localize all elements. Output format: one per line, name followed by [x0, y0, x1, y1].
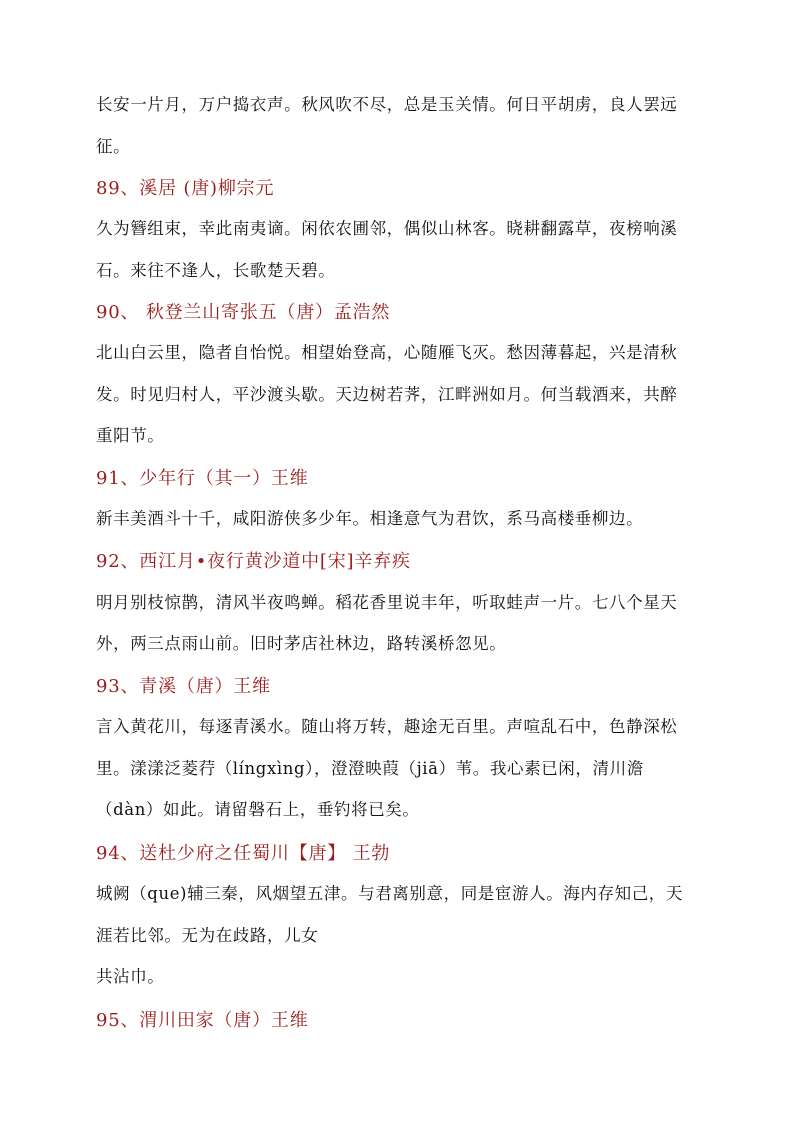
poem-heading: 93、青溪（唐）王维	[96, 676, 271, 697]
poem-line: 里。漾漾泛菱荇（língxìng），澄澄映葭（jiā）苇。我心素已闲，清川澹	[96, 759, 644, 778]
poem-heading: 94、送杜少府之任蜀川【唐】 王勃	[96, 843, 391, 864]
poem-line: 言入黄花川，每逐青溪水。随山将万转，趣途无百里。声喧乱石中，色静深松	[96, 717, 678, 736]
poem-line: 城阙（que)辅三秦，风烟望五津。与君离别意，同是宦游人。海内存知己，天	[96, 884, 683, 903]
poem-line: 共沾巾。	[96, 967, 165, 986]
poem-line: 重阳节。	[96, 426, 165, 445]
poem-line: （dàn）如此。请留磐石上，垂钓将已矣。	[96, 800, 420, 819]
poem-line: 涯若比邻。无为在歧路，儿女	[96, 926, 319, 945]
poem-line: 外，两三点雨山前。旧时茅店社林边，路转溪桥忽见。	[96, 634, 507, 653]
poem-line: 长安一片月，万户捣衣声。秋风吹不尽，总是玉关情。何日平胡虏，良人罢远	[96, 95, 678, 114]
poem-heading: 92、西江月•夜行黄沙道中[宋]辛弃疾	[96, 551, 411, 572]
poem-line: 明月别枝惊鹊，清风半夜鸣蝉。稻花香里说丰年，听取蛙声一片。七八个星天	[96, 593, 678, 612]
poem-heading: 95、渭川田家（唐）王维	[96, 1010, 309, 1031]
poem-line: 新丰美酒斗十千，咸阳游侠多少年。相逢意气为君饮，系马高楼垂柳边。	[96, 509, 644, 528]
poem-heading: 90、 秋登兰山寄张五（唐）孟浩然	[96, 302, 391, 323]
poem-line: 石。来往不逢人，长歌楚天碧。	[96, 261, 336, 280]
poem-line: 发。时见归村人，平沙渡头歇。天边树若荠，江畔洲如月。何当载酒来，共醉	[96, 385, 678, 404]
poem-heading: 91、少年行（其一）王维	[96, 468, 309, 489]
poem-heading: 89、溪居 (唐)柳宗元	[96, 178, 275, 199]
poem-line: 久为簪组束，幸此南夷谪。闲依农圃邻，偶似山林客。晓耕翻露草，夜榜响溪	[96, 219, 678, 238]
poem-line: 征。	[96, 137, 131, 156]
poem-line: 北山白云里，隐者自怡悦。相望始登高，心随雁飞灭。愁因薄暮起，兴是清秋	[96, 343, 678, 362]
